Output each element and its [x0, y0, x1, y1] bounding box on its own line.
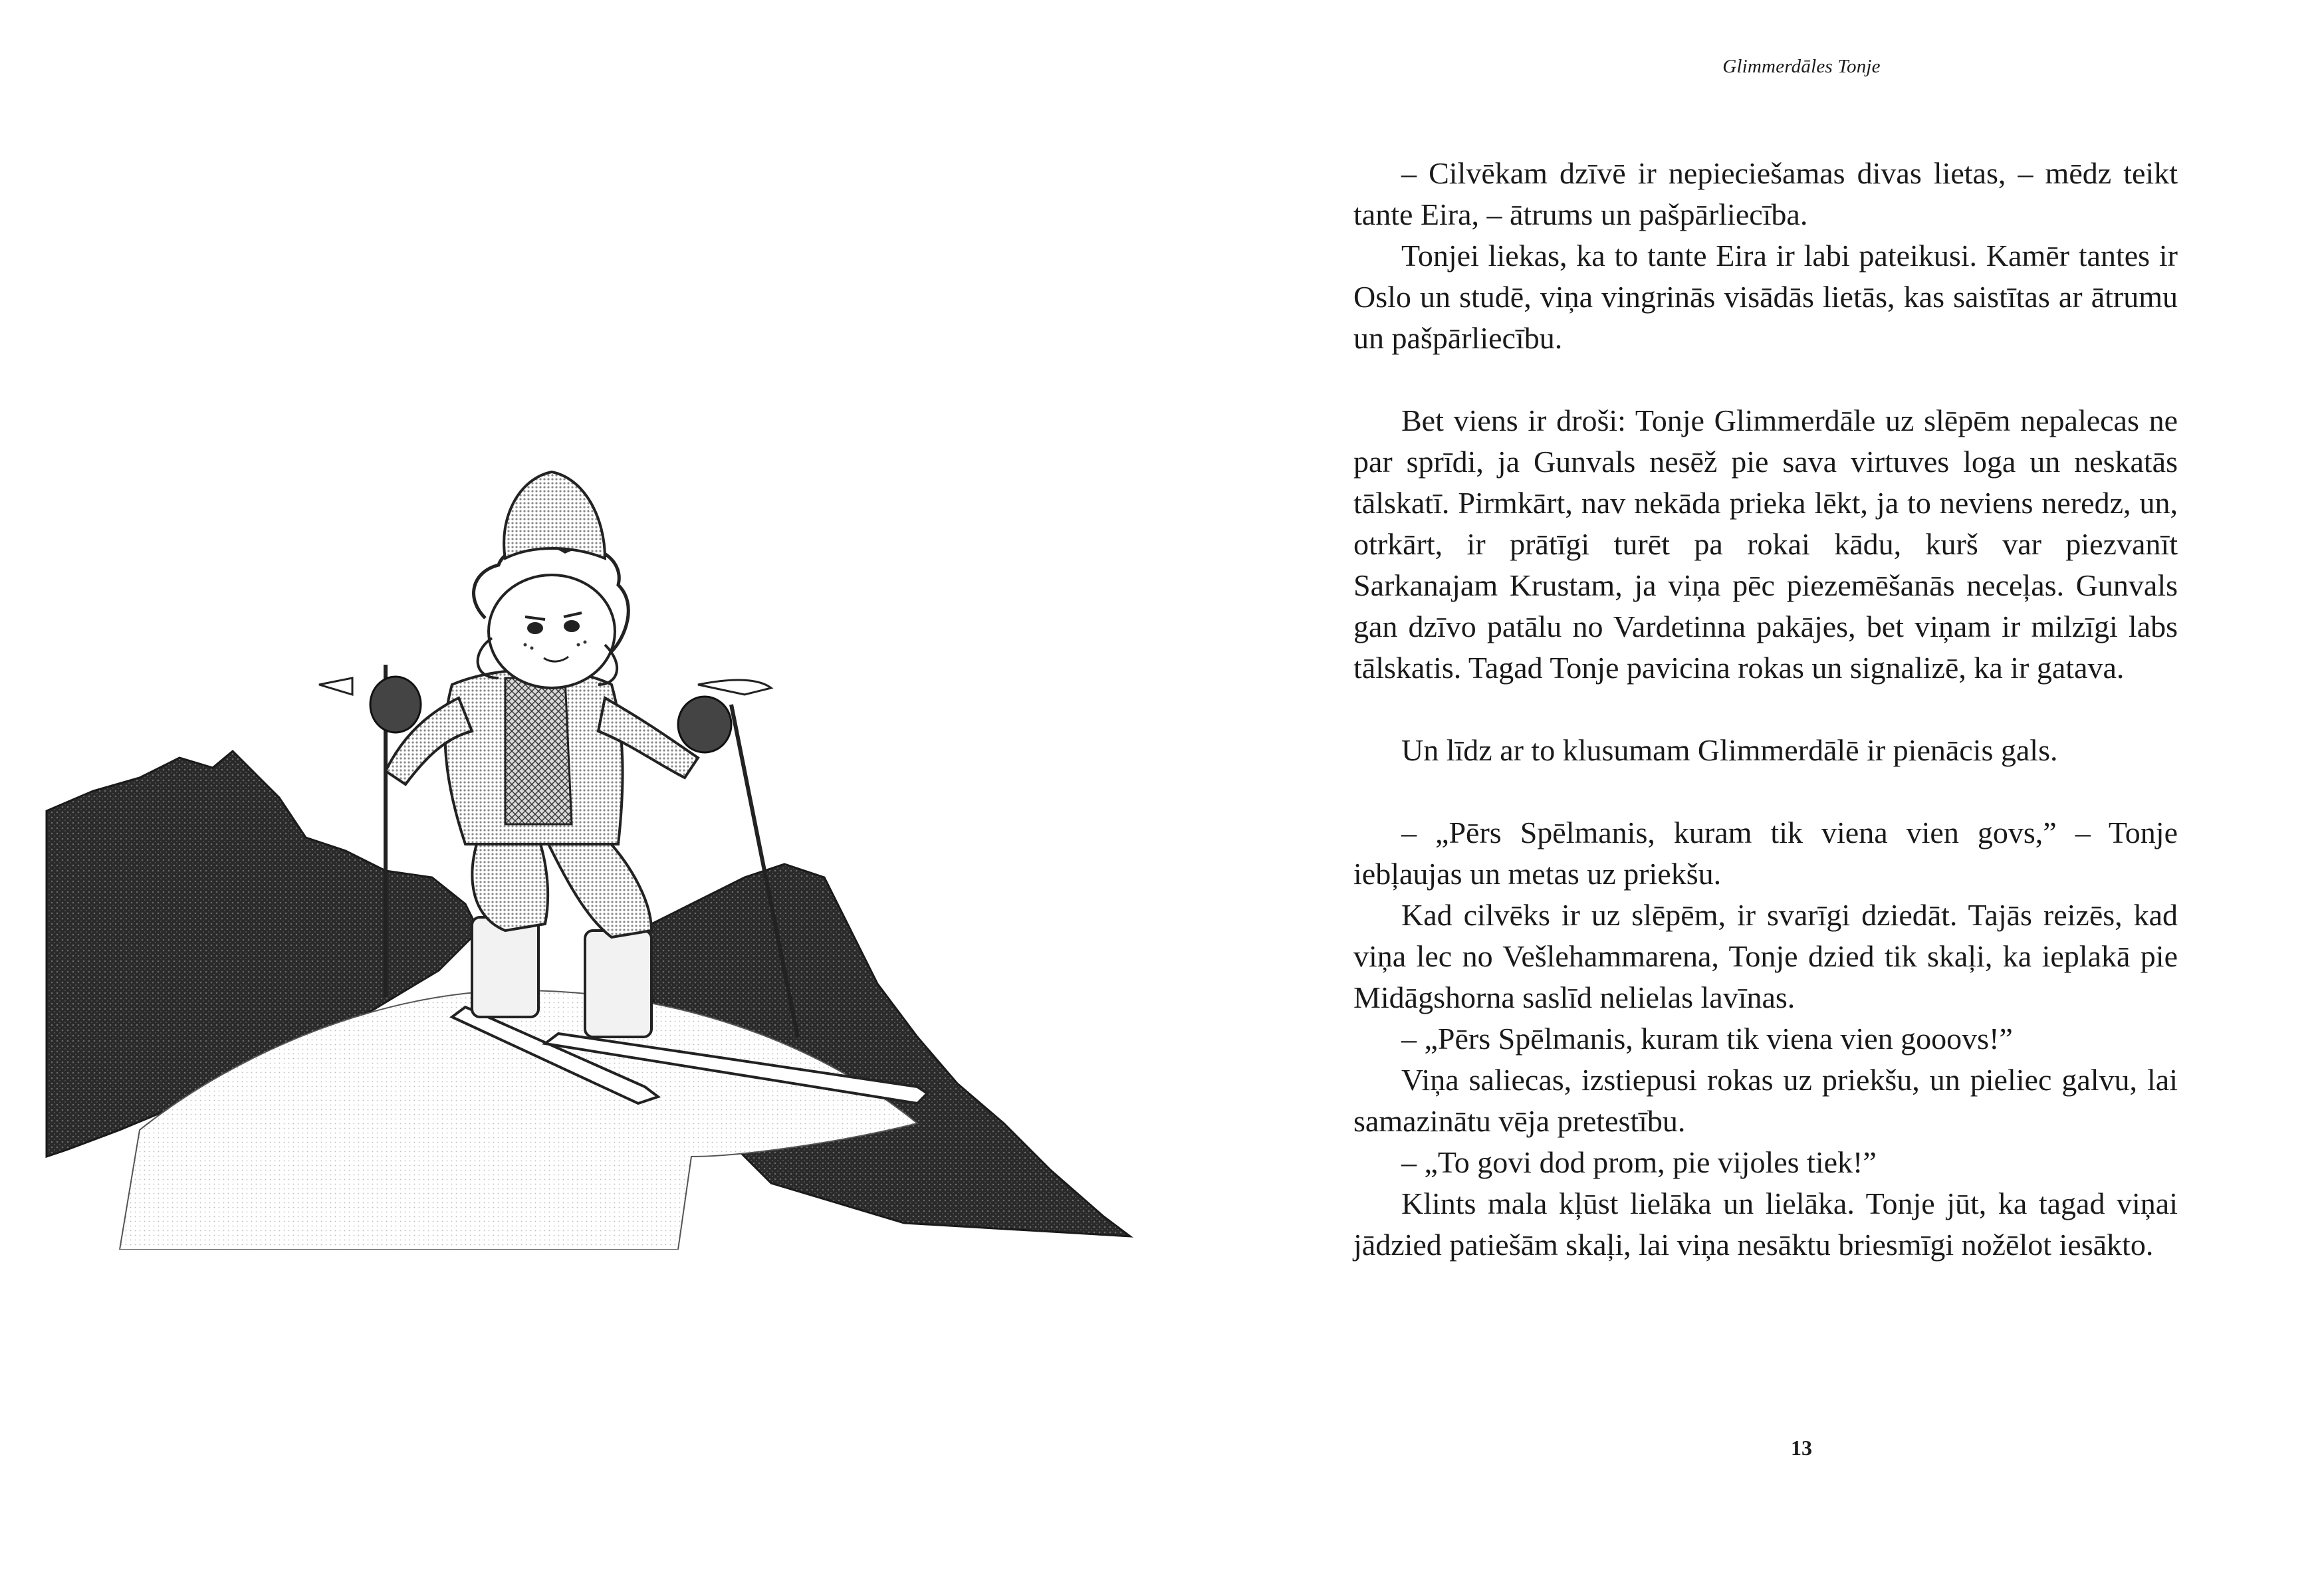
- paragraph: Bet viens ir droši: Tonje Glimmerdāle uz slēpēm nepalecas ne par sprīdi, ja Gunvals nesēž pie sava virtuves loga un neskatās tālskatī. Pirmkārt, nav nekāda prieka lēkt, ja to neviens neredz, un, otrkārt, ir prātīgi turēt pa rokai kādu, kurš var piezvanīt Sarkanajam Krustam, ja viņa pēc piezemēšanās neceļas. Gunvals gan dzīvo patālu no Vardetinna pakājes, bet viņam ir milzīgi labs tālskatis. Tagad Tonje pavicina rokas un signalizē, ka ir gatava.: [1353, 403, 2178, 685]
- running-head: Glimmerdāles Tonje: [1722, 56, 1881, 77]
- paragraph: Klints mala kļūst lielāka un lielāka. Tonje jūt, ka tagad viņai jādzied patiešām skaļi, lai viņa nesāktu briesmīgi nožēlot iesākto.: [1353, 1186, 2178, 1262]
- paragraph: – Cilvēkam dzīvē ir nepieciešamas divas lietas, – mēdz teikt tante Eira, – ātrums un pašpārliecība.: [1353, 156, 2178, 231]
- paragraph: – „To govi dod prom, pie vijoles tiek!”: [1401, 1145, 1877, 1179]
- body-text: [1353, 153, 2178, 1266]
- right-page: [1162, 0, 2324, 1570]
- paragraph: – „Pērs Spēlmanis, kuram tik viena vien gooovs!”: [1401, 1022, 2013, 1056]
- paragraph: Tonjei liekas, ka to tante Eira ir labi pateikusi. Kamēr tantes ir Oslo un studē, viņa vingrinās visādās lietās, kas saistītas ar ātrumu un pašpārliecību.: [1353, 239, 2178, 355]
- skier-illustration-icon: [40, 465, 1143, 1250]
- paragraph: Viņa saliecas, izstiepusi rokas uz priekšu, un pieliec galvu, lai samazinātu vēja pretestību.: [1353, 1063, 2178, 1138]
- paragraph: Kad cilvēks ir uz slēpēm, ir svarīgi dziedāt. Tajās reizēs, kad viņa lec no Vešlehammarena, Tonje dzied tik skaļi, ka ieplakā pie Midāgshorna saslīd nelielas lavīnas.: [1353, 898, 2178, 1014]
- paragraph: Un līdz ar to klusumam Glimmerdālē ir pienācis gals.: [1401, 733, 2058, 767]
- page-number: 13: [1791, 1436, 1812, 1460]
- paragraph: – „Pērs Spēlmanis, kuram tik viena vien govs,” – Tonje iebļaujas un metas uz priekšu.: [1353, 816, 2178, 891]
